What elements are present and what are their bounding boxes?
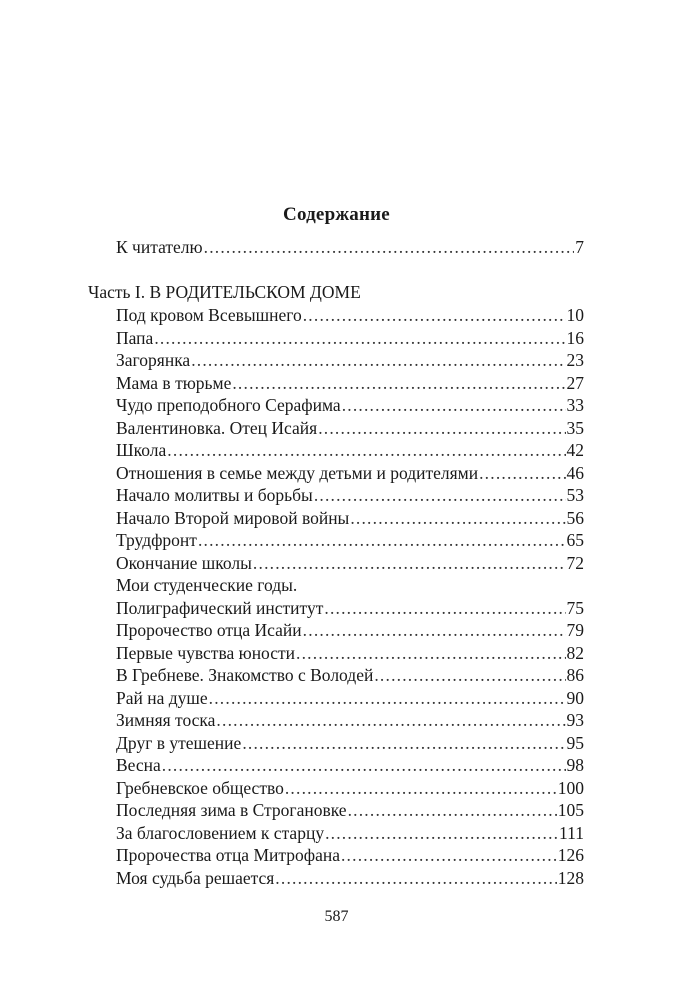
dot-leader: [342, 394, 566, 416]
toc-entry[interactable]: [116, 822, 584, 844]
toc-entry-page: 27: [566, 372, 584, 393]
toc-entry-label: За благословением к старцу: [116, 822, 325, 843]
dot-leader: [374, 664, 565, 686]
toc-entry-label: Первые чувства юности: [116, 642, 296, 663]
toc-entry[interactable]: [116, 529, 584, 551]
dot-leader: [216, 709, 565, 731]
toc-entry-label: Последняя зима в Строгановке: [116, 800, 347, 820]
toc-entry-label: Загорянка: [116, 350, 191, 370]
toc-entry[interactable]: [116, 507, 584, 529]
toc-entry-page: 128: [557, 867, 584, 888]
toc-entry-page: 35: [566, 417, 584, 438]
dot-leader: [191, 349, 565, 371]
dot-leader: [154, 327, 565, 349]
dot-leader: [167, 439, 565, 461]
toc-entry-page: 95: [566, 732, 584, 753]
toc-entry[interactable]: [116, 417, 584, 439]
toc-entry-label-line1: Мои студенческие годы.: [116, 575, 298, 595]
toc-entry-label: К читателю: [116, 237, 203, 257]
toc-entry-page: 90: [566, 687, 584, 708]
toc-title: Содержание: [283, 204, 390, 225]
dot-leader: [350, 507, 565, 529]
toc-entry-label: Зимняя тоска: [116, 710, 216, 730]
toc-entry-label: Школа: [116, 440, 167, 460]
toc-entry[interactable]: [116, 372, 584, 394]
toc-entry-page: 7: [575, 237, 584, 257]
dot-leader: [253, 552, 566, 574]
toc-entry-page: 33: [566, 395, 584, 415]
dot-leader: [324, 597, 565, 619]
dot-leader: [479, 462, 565, 484]
toc-entry-page: 65: [566, 530, 584, 550]
toc-entry[interactable]: [116, 844, 584, 866]
toc-entry-label: Полиграфический институт: [116, 598, 324, 618]
toc-entry-label: Гребневское общество: [116, 777, 284, 798]
dot-leader: [275, 867, 556, 889]
part-heading: Часть I. В РОДИТЕЛЬСКОМ ДОМЕ: [88, 282, 361, 302]
toc-entry-label: Моя судьба решается: [116, 867, 275, 888]
dot-leader: [209, 687, 566, 709]
toc-entry-page: 93: [566, 710, 584, 730]
toc-entry[interactable]: [116, 304, 584, 326]
dot-leader: [198, 529, 566, 551]
toc-entry-page: 72: [566, 552, 584, 573]
toc-entry[interactable]: [116, 642, 584, 664]
dot-leader: [318, 417, 565, 439]
toc-entry[interactable]: [116, 777, 584, 799]
dot-leader: [296, 642, 565, 664]
toc-entry-label: Весна: [116, 755, 161, 775]
toc-entry-page: 100: [557, 777, 584, 798]
toc-entry-page: 23: [566, 350, 584, 370]
toc-entry-page: 82: [566, 642, 584, 663]
dot-leader: [303, 304, 566, 326]
toc-entry[interactable]: [116, 484, 584, 506]
toc-entry-page: 53: [566, 485, 584, 505]
toc-entry-page: 126: [557, 845, 584, 865]
toc-entry-multiline[interactable]: [116, 597, 584, 619]
toc-entry-label: Начало молитвы и борьбы: [116, 485, 313, 505]
toc-entry-page: 16: [566, 327, 584, 348]
toc-entry[interactable]: [116, 867, 584, 889]
page-number: 587: [324, 908, 349, 925]
toc-entry[interactable]: [116, 552, 584, 574]
dot-leader: [325, 822, 558, 844]
toc-entry-page: 46: [566, 462, 584, 483]
toc-entry[interactable]: [116, 732, 584, 754]
toc-entry-label: Пророчества отца Митрофана: [116, 845, 340, 865]
toc-entry-label: Отношения в семье между детьми и родителями: [116, 462, 479, 483]
toc-entry-page: 10: [566, 305, 584, 325]
dot-leader: [303, 619, 566, 641]
toc-entry-page: 111: [559, 822, 584, 843]
toc-entry[interactable]: [116, 799, 584, 821]
toc-entry[interactable]: [116, 394, 584, 416]
toc-entry[interactable]: [116, 327, 584, 349]
toc-entry-label: Рай на душе: [116, 687, 208, 708]
toc-entry-label: Начало Второй мировой войны: [116, 507, 350, 528]
dot-leader: [232, 372, 565, 394]
toc-entry[interactable]: [116, 349, 584, 371]
toc-entry-label: Трудфронт: [116, 530, 197, 550]
dot-leader: [314, 484, 566, 506]
dot-leader: [285, 777, 557, 799]
dot-leader: [204, 236, 575, 258]
toc-entry[interactable]: [116, 619, 584, 641]
toc-entry-label: Чудо преподобного Серафима: [116, 395, 341, 415]
dot-leader: [341, 844, 557, 866]
dot-leader: [348, 799, 557, 821]
toc-entry-label: Пророчество отца Исайи: [116, 620, 302, 640]
toc-entry-page: 105: [557, 800, 584, 820]
toc-entry-label: Мама в тюрьме: [116, 372, 232, 393]
toc-entry[interactable]: [116, 462, 584, 484]
toc-entry-page: 56: [566, 507, 584, 528]
toc-entry-page: 86: [566, 665, 584, 685]
toc-entry[interactable]: [116, 754, 584, 776]
toc-entry-label: Валентиновка. Отец Исайя: [116, 417, 318, 438]
toc-entry-page: 42: [566, 440, 584, 460]
toc-entry[interactable]: [116, 709, 584, 731]
dot-leader: [242, 732, 565, 754]
toc-entry-label: В Гребневе. Знакомство с Володей: [116, 665, 374, 685]
toc-entry[interactable]: [116, 687, 584, 709]
toc-entry-page: 98: [566, 755, 584, 775]
toc-entry[interactable]: [116, 664, 584, 686]
dot-leader: [162, 754, 566, 776]
toc-entry-label: Друг в утешение: [116, 732, 242, 753]
toc-entry-label: Под кровом Всевышнего: [116, 305, 302, 325]
toc-entry-page: 75: [566, 598, 584, 618]
toc-entry-label: Папа: [116, 327, 154, 348]
toc-entry-page: 79: [566, 620, 584, 640]
toc-entry-intro[interactable]: [116, 236, 584, 258]
toc-entry-label: Окончание школы: [116, 552, 252, 573]
toc-entry[interactable]: [116, 439, 584, 461]
